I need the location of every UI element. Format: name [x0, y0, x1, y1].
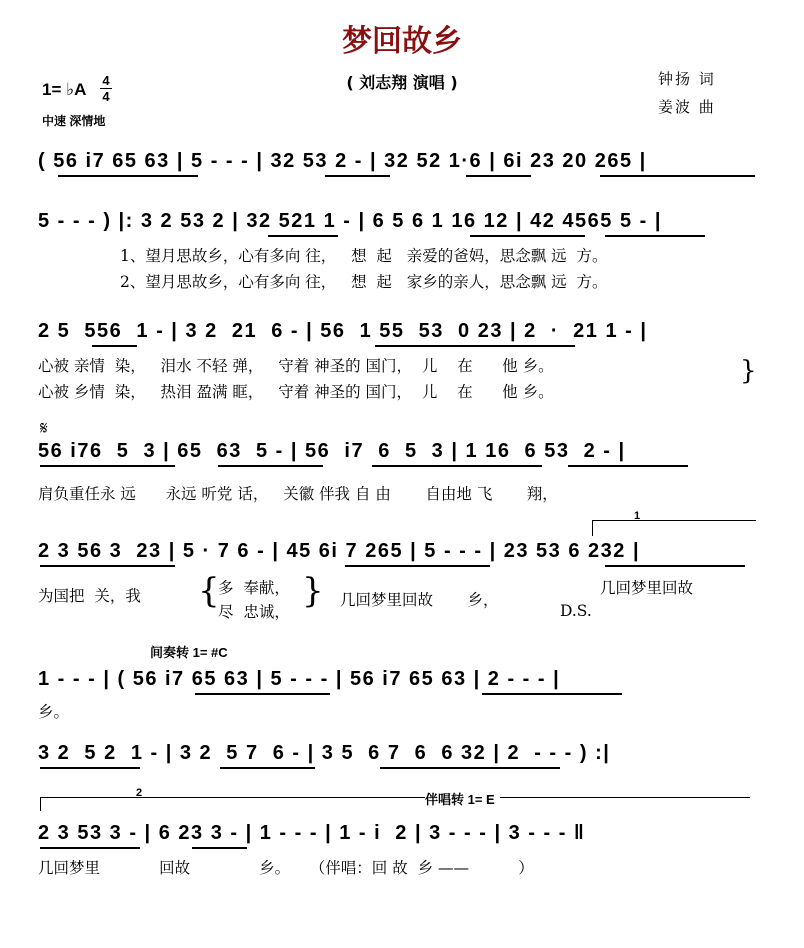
beam-line — [58, 175, 198, 177]
beam-line — [40, 767, 140, 769]
beam-line — [195, 693, 330, 695]
dal-segno-mark: D.S. — [560, 602, 592, 620]
chorus-line — [500, 797, 750, 798]
time-signature-top: 4 — [102, 73, 110, 88]
song-title: 梦回故乡 — [342, 24, 462, 59]
lyric-row-8: 几回梦里 回故 乡。 （伴唱：回 故 乡 —— ） — [38, 859, 534, 877]
beam-line — [192, 847, 247, 849]
volta-bracket-2-tick — [40, 797, 41, 811]
lyric-row-5-verse-2: 尽 忠诚， — [218, 603, 290, 621]
volta-bracket-1-tick — [592, 520, 593, 536]
volta-bracket-1 — [592, 520, 756, 521]
lyricist-credit: 钟扬 词 — [658, 70, 716, 88]
notation-row-4: 56 i76 5 3 | 65 63 5 - | 56 i7 6 5 3 | 1 16 6 53 2 - | — [38, 440, 626, 462]
volta-1-label: 1 — [634, 510, 641, 522]
beam-line — [600, 175, 755, 177]
lyric-row-2-verse-2: 2、望月思故乡，心有多向 往， 想 起 家乡的亲人，思念飘 远 方。 — [120, 273, 608, 291]
lyric-row-6: 乡。 — [38, 703, 70, 721]
time-signature — [100, 74, 112, 103]
lyric-row-5-a: 为国把 关，我 — [38, 587, 141, 605]
notation-row-3: 2 5 556 1 - | 3 2 21 6 - | 56 1 55 53 0 23 | 2 · 21 1 - | — [38, 320, 648, 342]
tempo-marking: 中速 深情地 — [42, 114, 106, 128]
chorus-modulation-mark: 伴唱转 1= E — [425, 792, 495, 807]
segno-sign: 𝄋 — [40, 418, 48, 439]
time-signature-bottom: 4 — [102, 89, 110, 104]
beam-line — [372, 465, 542, 467]
beam-line — [218, 465, 323, 467]
beam-line — [375, 345, 575, 347]
beam-line — [605, 565, 745, 567]
beam-line — [380, 767, 560, 769]
notation-row-2: 5 - - - ) |: 3 2 53 2 | 32 521 1 - | 6 5 6 1 16 12 | 42 4565 5 - | — [38, 210, 662, 232]
lyric-row-2-verse-1: 1、望月思故乡，心有多向 往， 想 起 亲爱的爸妈，思念飘 远 方。 — [120, 247, 608, 265]
lyric-row-5-d: 几回梦里回故 — [600, 579, 694, 597]
key-signature: 1= ♭A — [42, 80, 87, 99]
notation-row-6: 1 - - - | ( 56 i7 65 63 | 5 - - - | 56 i7 65 63 | 2 - - - | — [38, 668, 561, 690]
beam-line — [345, 565, 490, 567]
beam-line — [268, 235, 338, 237]
verse-brace-left: { — [198, 571, 220, 611]
beam-line — [40, 465, 175, 467]
lyric-row-3-verse-2: 心被 乡情 染， 热泪 盈满 眶， 守着 神圣的 国门， 儿 在 他 乡。 — [38, 383, 554, 401]
notation-row-7: 3 2 5 2 1 - | 3 2 5 7 6 - | 3 5 6 7 6 6 32 | 2 - - - ) :| — [38, 742, 611, 764]
verse-brace-right: } — [302, 571, 324, 611]
lyric-row-5-c: 几回梦里回故 乡， — [340, 591, 499, 609]
performer-credit: ( 刘志翔 演唱 ) — [346, 73, 458, 92]
beam-line — [92, 345, 137, 347]
beam-line — [470, 235, 585, 237]
volta-bracket-2 — [40, 797, 425, 798]
beam-line — [325, 175, 390, 177]
verse-brace: } — [740, 356, 757, 386]
volta-2-label: 2 — [136, 787, 143, 799]
lyric-row-5-verse-1: 多 奉献， — [218, 579, 290, 597]
beam-line — [220, 767, 315, 769]
beam-line — [40, 565, 175, 567]
lyric-row-3-verse-1: 心被 亲情 染， 泪水 不轻 弹， 守着 神圣的 国门， 儿 在 他 乡。 — [38, 357, 554, 375]
notation-row-1: ( 56 i7 65 63 | 5 - - - | 32 53 2 - | 32 52 1·6 | 6i 23 20 265 | — [38, 150, 647, 172]
composer-credit: 姜波 曲 — [658, 98, 716, 116]
beam-line — [482, 693, 622, 695]
beam-line — [568, 465, 688, 467]
lyric-row-4: 肩负重任永 远 永远 听党 话， 关徽 伴我 自 由 自由地 飞 翔， — [38, 485, 558, 503]
beam-line — [40, 847, 140, 849]
beam-line — [605, 235, 705, 237]
notation-row-8: 2 3 53 3 - | 6 23 3 - | 1 - - - | 1 - i 2 | 3 - - - | 3 - - - ‖ — [38, 822, 586, 844]
interlude-modulation-mark: 间奏转 1= #C — [150, 645, 228, 660]
beam-line — [466, 175, 531, 177]
notation-row-5: 2 3 56 3 23 | 5 · 7 6 - | 45 6i 7 265 | 5 - - - | 23 53 6 232 | — [38, 540, 641, 562]
